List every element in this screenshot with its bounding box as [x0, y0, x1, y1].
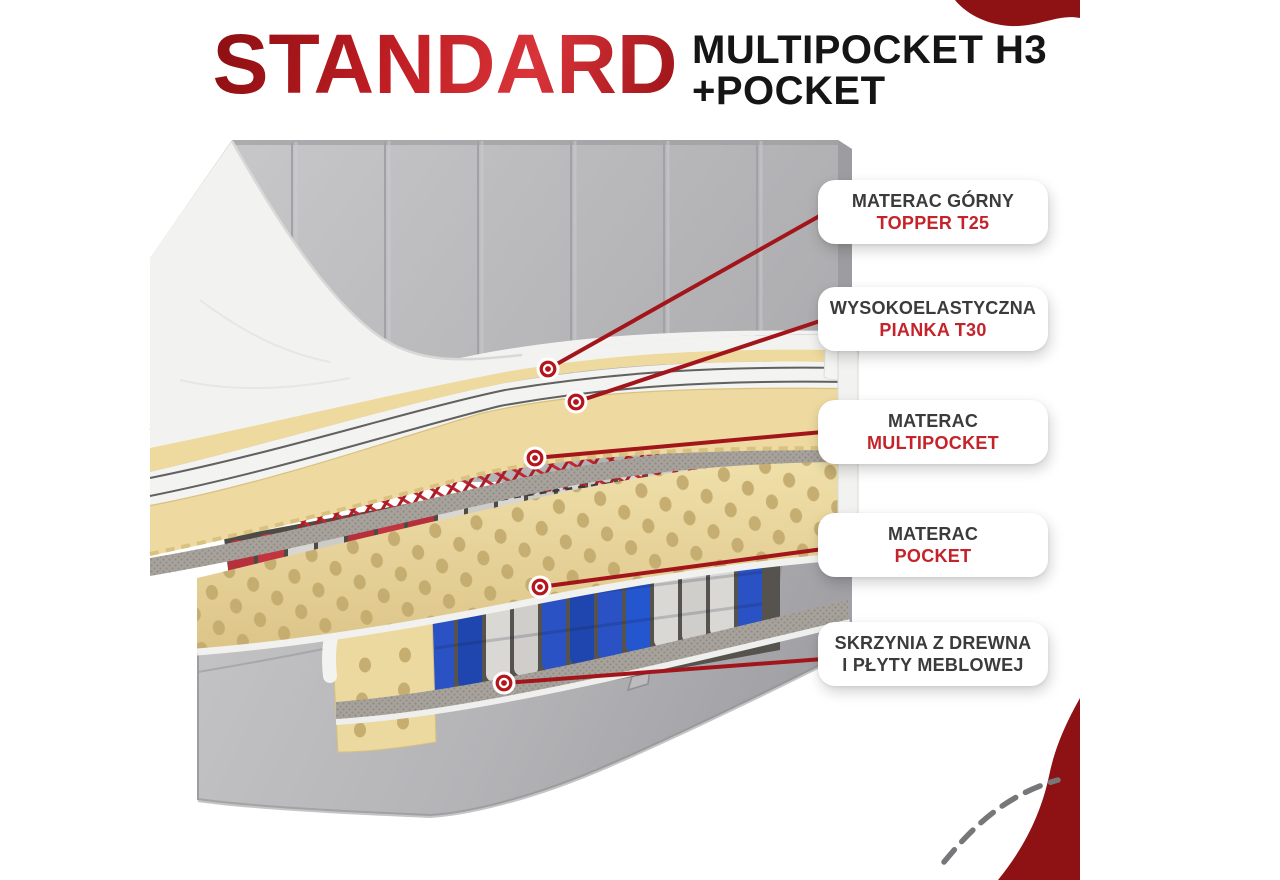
subtitle-line1: MULTIPOCKET H3 — [692, 28, 1048, 72]
marker-multipocket — [524, 447, 547, 470]
page-title: STANDARD — [210, 22, 680, 106]
callout-title: MATERAC GÓRNY — [851, 190, 1015, 211]
marker-pianka — [565, 391, 588, 414]
callout-card-topper — [818, 180, 1048, 244]
callout-value: TOPPER T25 — [876, 212, 990, 233]
subtitle-line2: +POCKET — [692, 69, 886, 114]
page-subtitle — [692, 30, 1047, 112]
marker-pocket — [529, 576, 552, 599]
callout-card-pocket — [818, 513, 1048, 577]
callout-card-pianka — [818, 287, 1048, 351]
callout-card-multipocket — [818, 400, 1048, 464]
corner-blob-top — [955, 0, 1080, 26]
callout-card-box — [818, 622, 1048, 686]
marker-topper — [537, 358, 560, 381]
callout-value: POCKET — [894, 545, 972, 566]
callout-title: MATERAC — [887, 410, 979, 431]
callout-title: MATERAC — [887, 523, 979, 544]
callout-title: SKRZYNIA Z DREWNA — [834, 632, 1032, 653]
callout-value: PIANKA T30 — [879, 319, 987, 340]
callout-value: MULTIPOCKET — [867, 432, 999, 453]
marker-box — [493, 672, 516, 695]
callout-value: I PŁYTY MEBLOWEJ — [842, 654, 1024, 675]
callout-title: WYSOKOELASTYCZNA — [829, 297, 1037, 318]
